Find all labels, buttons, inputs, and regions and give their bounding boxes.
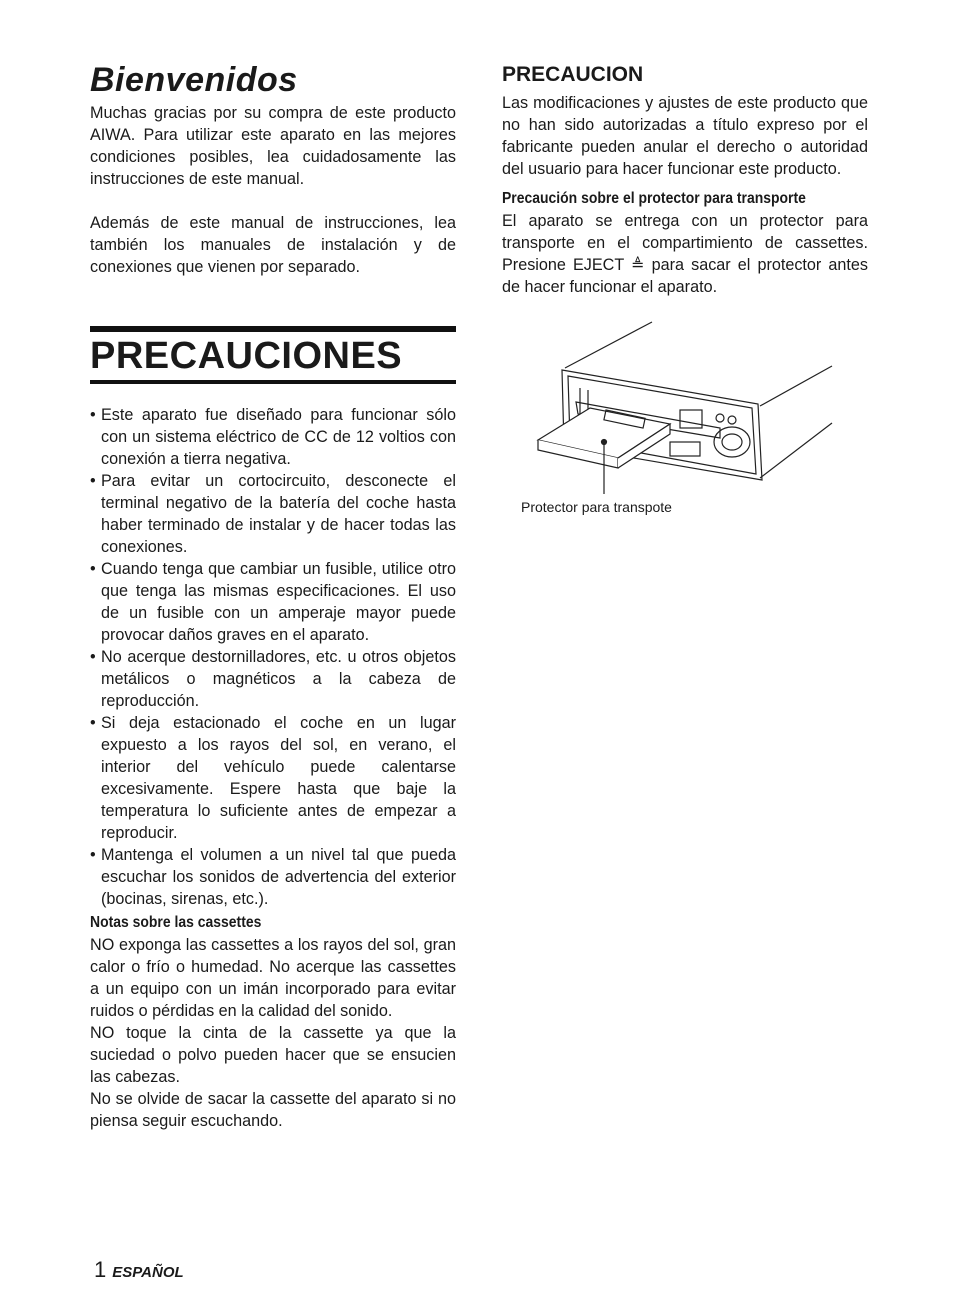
precaucion-title: PRECAUCION [502,63,644,86]
heading-rule-bottom [90,380,456,384]
list-item: • Para evitar un cortocircuito, desconecte el terminal negativo de la batería del coche hasta haber terminado de instalar y de hacer todas las conexiones. [90,470,456,558]
page-number: 1 [94,1257,107,1282]
car-stereo-illustration [520,318,840,528]
transport-protector-title: Precaución sobre el protector para transporte [502,190,806,207]
precauciones-list [90,404,456,910]
cassette-notes-title: Notas sobre las cassettes [90,914,262,931]
list-item: • Mantenga el volumen a un nivel tal que pueda escuchar los sonidos de advertencia del exterior (bocinas, sirenas, etc.). [90,844,456,910]
cassette-notes-paragraph-3: No se olvide de sacar la cassette del aparato si no piensa seguir escuchando. [90,1090,456,1130]
list-item: • Si deja estacionado el coche en un lugar expuesto a los rayos del sol, en verano, el interior del vehículo puede calentarse excesivamente. Espere hasta que baje la temperatura lo suficiente antes de empezar a reproducir. [90,712,456,844]
list-item: • Cuando tenga que cambiar un fusible, utilice otro que tenga las mismas especificaciones. El uso de un fusible con un amperaje mayor puede provocar daños graves en el aparato. [90,558,456,646]
welcome-paragraph-1: Muchas gracias por su compra de este producto AIWA. Para utilizar este aparato en las mejores condiciones posibles, lea cuidadosamente las instrucciones de este manual. [90,104,456,188]
welcome-section [90,60,456,278]
figure-caption: Protector para transpote [521,499,672,515]
cassette-notes-paragraph-1: NO exponga las cassettes a los rayos del sol, gran calor o frío o humedad. No acerque las cassettes a un equipo con un imán incorporado para evitar ruidos o pérdidas en la calidad del sonido. [90,936,456,1020]
precaucion-section [502,62,868,298]
language-label: ESPAÑOL [112,1264,184,1281]
precauciones-title: PRECAUCIONES [90,335,403,377]
list-item: • No acerque destornilladores, etc. u otros objetos metálicos o magnéticos a la cabeza de reproducción. [90,646,456,712]
precaucion-paragraph: Las modificaciones y ajustes de este producto que no han sido autorizadas a título expreso por el fabricante pueden anular el derecho o autoridad del usuario para hacer funcionar este producto. [502,94,868,178]
cassette-notes-paragraph-2: NO toque la cinta de la cassette ya que la suciedad o polvo pueden hacer que se ensucien las cabezas. [90,1024,456,1086]
page-footer [94,1256,184,1287]
transport-protector-paragraph: El aparato se entrega con un protector para transporte en el compartimiento de cassettes. Presione EJECT ≜ para sacar el protector antes de hacer funcionar el aparato. [502,212,868,296]
heading-rule-top [90,326,456,332]
list-item: • Este aparato fue diseñado para funcionar sólo con un sistema eléctrico de CC de 12 voltios con conexión a tierra negativa. [90,404,456,470]
cassette-notes-section [90,912,456,1132]
welcome-title: Bienvenidos [90,61,298,99]
welcome-paragraph-2: Además de este manual de instrucciones, lea también los manuales de instalación y de conexiones que vienen por separado. [90,214,456,276]
